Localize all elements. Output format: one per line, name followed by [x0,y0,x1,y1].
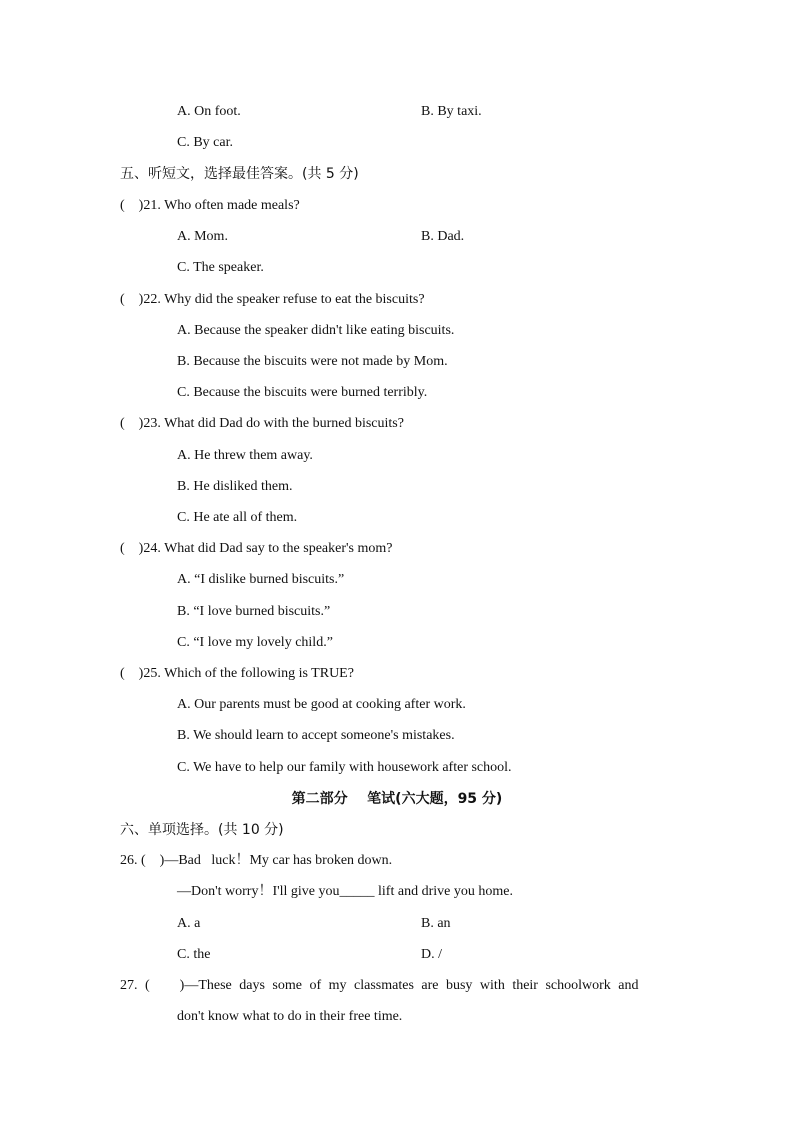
q26-option-a: A. a [177,916,201,931]
q20-option-c: C. By car. [177,135,233,150]
q20-option-a: A. On foot. [177,104,241,119]
q26-dialogue-line: —Don't worry！I'll give you_____ lift and drive you home. [177,884,513,899]
q26-option-d: D. / [421,947,442,962]
q21-option-c: C. The speaker. [177,260,264,275]
q23-option-c: C. He ate all of them. [177,510,298,525]
q21-option-a: A. Mom. [177,229,228,244]
q23-stem: ( )23. What did Dad do with the burned biscuits? [120,416,404,431]
section5-heading: 五、听短文，选择最佳答案。(共 5 分) [120,166,359,182]
q22-option-b: B. Because the biscuits were not made by Mom. [177,354,448,369]
q21-stem: ( )21. Who often made meals? [120,198,300,213]
q24-option-b: B. “I love burned biscuits.” [177,604,331,619]
section6-heading: 六、单项选择。(共 10 分) [120,822,284,838]
q25-option-b: B. We should learn to accept someone's mistakes. [177,728,455,743]
q27-stem: 27. ( )—These days some of my classmates are busy with their schoolwork and [120,978,639,993]
q23-option-a: A. He threw them away. [177,448,313,463]
q26-option-c: C. the [177,947,211,962]
q23-option-b: B. He disliked them. [177,479,293,494]
q24-stem: ( )24. What did Dad say to the speaker's mom? [120,541,393,556]
q21-option-b: B. Dad. [421,229,465,244]
q20-option-b: B. By taxi. [421,104,482,119]
q24-option-a: A. “I dislike burned biscuits.” [177,572,345,587]
part2-heading: 第二部分 笔试(六大题，95 分) [291,791,503,807]
q25-stem: ( )25. Which of the following is TRUE? [120,666,354,681]
q25-option-a: A. Our parents must be good at cooking after work. [177,697,466,712]
q22-option-a: A. Because the speaker didn't like eating biscuits. [177,323,455,338]
q27-continuation-line: don't know what to do in their free time. [177,1009,403,1024]
q26-stem: 26. ( )—Bad luck！My car has broken down. [120,853,393,868]
q26-option-b: B. an [421,916,451,931]
q25-option-c: C. We have to help our family with housework after school. [177,760,512,775]
q22-stem: ( )22. Why did the speaker refuse to eat the biscuits? [120,292,425,307]
q22-option-c: C. Because the biscuits were burned terribly. [177,385,428,400]
q24-option-c: C. “I love my lovely child.” [177,635,333,650]
